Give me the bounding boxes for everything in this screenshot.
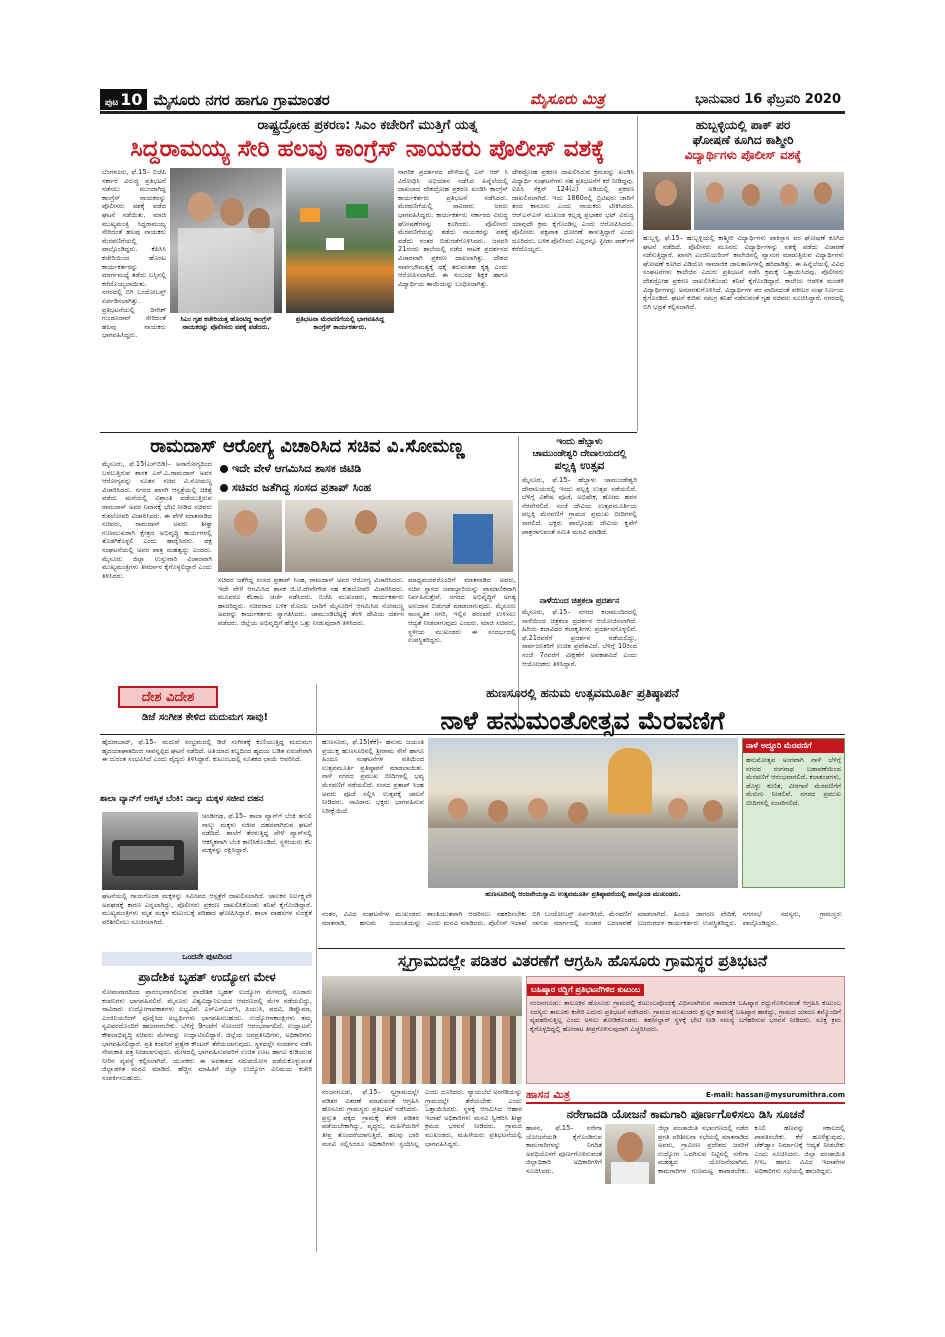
hassan-headline: ನರೇಗಾದಡಿ ಯೋಜನೆ ಕಾಮಗಾರಿ ಪೂರ್ಣಗೊಳಿಸಲು ಡಿಸಿ ಸೂಚನೆ xyxy=(566,1107,805,1121)
lead-photo-leaders-caption: ಸಿಎಂ ಗೃಹ ಕಚೇರಿಯತ್ತ ಹೊರಟಿದ್ದ ಕಾಂಗ್ರೆಸ್ ನಾಯಕರನ್ನು ಪೊಲೀಸರು ವಶಕ್ಕೆ ಪಡೆದರು. xyxy=(180,315,272,331)
divider xyxy=(100,432,637,433)
section-title: ಮೈಸೂರು ನಗರ ಹಾಗೂ ಗ್ರಾಮಾಂತರ xyxy=(153,90,330,109)
newspaper-logo: ಮೈಸೂರು ಮಿತ್ರ xyxy=(530,90,605,108)
newspaper-page xyxy=(100,88,845,1253)
hubballi-body: ಹುಬ್ಬಳ್ಳಿ, ಫೆ.15– ಹುಬ್ಬಳ್ಳಿಯಲ್ಲಿ ಕಾಶ್ಮೀರಿ ವಿದ್ಯಾರ್ಥಿಗಳು ಪಾಕಿಸ್ತಾನ ಪರ ಘೋಷಣೆ ಕೂಗಿದ ಘಟನೆ ನಡೆದಿದೆ. ಪೊಲೀಸರು ಮೂವರು ವಿದ್ಯಾರ್ಥಿಗಳನ್ನು ವಶಕ್ಕೆ ಪಡೆದು ವಿಚಾರಣೆ ನಡೆಸುತ್ತಿದ್ದಾರೆ. ಖಾಸಗಿ ಎಂಜಿನಿಯರಿಂಗ್ ಕಾಲೇಜಿನಲ್ಲಿ ವ್ಯಾಸಂಗ ಮಾಡುತ್ತಿರುವ ವಿದ್ಯಾರ್ಥಿಗಳು ಘೋಷಣೆ ಕೂಗಿದ ವಿಡಿಯೋ ಸಾಮಾಜಿಕ ಜಾಲತಾಣಗಳಲ್ಲಿ ಹರಿದಾಡಿತ್ತು. ಈ ಹಿನ್ನೆಲೆಯಲ್ಲಿ ವಿವಿಧ ಸಂಘಟನೆಗಳು ಕಾಲೇಜಿನ ಎದುರು ಪ್ರತಿಭಟನೆ ನಡೆಸಿ ಕ್ರಮಕ್ಕೆ ಒತ್ತಾಯಿಸಿದವು. ಪೊಲೀಸರು ದೇಶದ್ರೋಹ ಪ್ರಕರಣ ದಾಖಲಿಸಿಕೊಂಡು ತನಿಖೆ ಕೈಗೊಂಡಿದ್ದಾರೆ. ಕಾಲೇಜು ಆಡಳಿತ ಮಂಡಳಿ ವಿದ್ಯಾರ್ಥಿಗಳನ್ನು ಅಮಾನತುಗೊಳಿಸಿದೆ. ವಿದ್ಯಾರ್ಥಿಗಳ ಪರ ವಾದಿಸದಂತೆ ವಕೀಲರ ಸಂಘ ನಿರ್ಣಯ ಕೈಗೊಂಡಿದೆ. ಘಟನೆ ಕುರಿತು ಸಮಗ್ರ ತನಿಖೆ ನಡೆಸುವಂತೆ ಗೃಹ ಸಚಿವರು ಸೂಚಿಸಿದ್ದಾರೆ. ನಗರದಲ್ಲಿ ಬಿಗಿ ಭದ್ರತೆ ಕಲ್ಪಿಸಲಾಗಿದೆ. xyxy=(643,234,844,311)
hanuma-photo-caption: ಹುಣಸೂರಿನಲ್ಲಿ ಆಂಜನೇಯಸ್ವಾಮಿ ಉತ್ಸವಮೂರ್ತಿ ಪ್ರತಿಷ್ಠಾಪನೆಯಲ್ಲಿ ಪಾಲ್ಗೊಂಡ ಮುಖಂಡರು. xyxy=(485,890,681,898)
hanuma-box-title: ನಾಳೆ ಅದ್ದೂರಿ ಮೆರವಣಿಗೆ xyxy=(743,739,844,753)
hosuru-side-box xyxy=(526,976,845,1084)
divider xyxy=(318,948,845,949)
ramadas-headline: ರಾಮದಾಸ್ ಆರೋಗ್ಯ ವಿಚಾರಿಸಿದ ಸಚಿವ ವಿ.ಸೋಮಣ್ಣ xyxy=(150,436,465,457)
hubballi-photo-group xyxy=(694,172,844,230)
hassan-dc-photo xyxy=(605,1124,655,1184)
ramadas-body-col1: ಮೈಸೂರು, ಫೆ.15(ಎಸ್‌ಬಿಡಿ)– ಅನಾರೋಗ್ಯದಿಂದ ಬಳಲುತ್ತಿರುವ ಶಾಸಕ ಎಸ್.ಎ.ರಾಮದಾಸ್ ಅವರ ಆರೋಗ್ಯವನ್ನು ನೂತನ ಸಚಿವ ವಿ.ಸೋಮಣ್ಣ ವಿಚಾರಿಸಿದರು. ನಗರದ ಖಾಸಗಿ ಆಸ್ಪತ್ರೆಯಲ್ಲಿ ಚಿಕಿತ್ಸೆ ಪಡೆದು ಮನೆಯಲ್ಲಿ ವಿಶ್ರಾಂತಿ ಪಡೆಯುತ್ತಿರುವ ರಾಮದಾಸ್ ಅವರ ನಿವಾಸಕ್ಕೆ ಭೇಟಿ ನೀಡಿದ ಸಚಿವರು ಕುಶಲೋಪರಿ ವಿಚಾರಿಸಿದರು. ಈ ವೇಳೆ ಮಾತನಾಡಿದ ಸಚಿವರು, ರಾಮದಾಸ್ ಅವರು ಶೀಘ್ರ ಗುಣಮುಖರಾಗಿ ಕ್ಷೇತ್ರದ ಅಭಿವೃದ್ಧಿ ಕಾರ್ಯಗಳಲ್ಲಿ ತೊಡಗಿಕೊಳ್ಳಲಿ ಎಂದು ಹಾರೈಸಿದರು. ಪಕ್ಷ ಸಂಘಟನೆಯಲ್ಲಿ ಅವರ ಪಾತ್ರ ಮಹತ್ವದ್ದು ಎಂದರು. ಮೈಸೂರು ಜಿಲ್ಲಾ ಉಸ್ತುವಾರಿ ವಿಚಾರವಾಗಿ ಮುಖ್ಯಮಂತ್ರಿಗಳು ತೀರ್ಮಾನ ಕೈಗೊಳ್ಳಲಿದ್ದಾರೆ ಎಂದು ತಿಳಿಸಿದರು. xyxy=(102,460,212,580)
hassan-body-col1: ಹಾಸನ, ಫೆ.15– ನರೇಗಾ ಯೋಜನೆಯಡಿ ಕೈಗೊಂಡಿರುವ ಕಾಮಗಾರಿಗಳನ್ನು ನಿಗದಿತ ಅವಧಿಯೊಳಗೆ ಪೂರ್ಣಗೊಳಿಸುವಂತೆ ಜಿಲ್ಲಾಧಿಕಾರಿ ಅಧಿಕಾರಿಗಳಿಗೆ ಸೂಚಿಸಿದರು. xyxy=(526,1124,602,1175)
page-number-badge: ಪುಟ 10 xyxy=(100,89,147,110)
hosuru-box-body: ನಂಜನಗೂಡು: ತಾಲೂಕಿನ ಹೊಸೂರು ಗ್ರಾಮದಲ್ಲಿ ಕುಟುಂಬವೊಂದಕ್ಕೆ ವಿಧಿಸಲಾಗಿರುವ ಸಾಮಾಜಿಕ ಬಹಿಷ್ಕಾರ ರದ್ದುಗೊಳಿಸುವಂತೆ ಆಗ್ರಹಿಸಿ ಕುಟುಂಬ ಸದಸ್ಯರು ತಾಲೂಕು ಕಚೇರಿ ಎದುರು ಪ್ರತಿಭಟನೆ ನಡೆಸಿದರು. ಗ್ರಾಮದ ಮುಖಂಡರು ಕ್ಷುಲ್ಲಕ ಕಾರಣಕ್ಕೆ ಬಹಿಷ್ಕಾರ ಹಾಕಿದ್ದು, ಗ್ರಾಮದ ಯಾರೂ ತಮ್ಮೊಂದಿಗೆ ವ್ಯವಹರಿಸುತ್ತಿಲ್ಲ ಎಂದು ಅಳಲು ತೋಡಿಕೊಂಡರು. ತಹಸೀಲ್ದಾರ್ ಸ್ಥಳಕ್ಕೆ ಭೇಟಿ ನೀಡಿ ಸಮಸ್ಯೆ ಬಗೆಹರಿಸುವ ಭರವಸೆ ನೀಡಿದರು. ಸೂಕ್ತ ಕ್ರಮ ಕೈಗೊಳ್ಳದಿದ್ದಲ್ಲಿ ಹೋರಾಟ ತೀವ್ರಗೊಳಿಸುವುದಾಗಿ ಎಚ್ಚರಿಸಿದರು. xyxy=(530,999,841,1033)
ramadas-photo-main xyxy=(285,500,513,572)
ramadas-photo-left xyxy=(218,500,282,572)
ramadas-bullet-2: ಸಚಿವರ ಜತೆಗಿದ್ದ ಸಂಸದ ಪ್ರತಾಪ್ ಸಿಂಹ xyxy=(220,481,371,495)
job-fair-body: ಸೋಮವಾರದಿಂದ ಪ್ರಾರಂಭವಾಗಲಿರುವ ಪ್ರಾದೇಶಿಕ ಬೃಹತ್ ಉದ್ಯೋಗ ಮೇಳದಲ್ಲಿ ನೂರಾರು ಕಂಪನಿಗಳು ಭಾಗವಹಿಸಲಿವೆ. ಮೈಸೂರು ವಿಶ್ವವಿದ್ಯಾನಿಲಯದ ಆವರಣದಲ್ಲಿ ಮೇಳ ನಡೆಯಲಿದ್ದು, ಸಾವಿರಾರು ಉದ್ಯೋಗಾವಕಾಶಗಳು ಲಭ್ಯವಿವೆ. ಎಸ್‌ಎಸ್‌ಎಲ್‌ಸಿ, ಪಿಯುಸಿ, ಪದವಿ, ಡಿಪ್ಲೊಮಾ, ಎಂಜಿನಿಯರಿಂಗ್ ಪೂರೈಸಿದ ಅಭ್ಯರ್ಥಿಗಳು ಭಾಗವಹಿಸಬಹುದು. ಉದ್ಯೋಗಾಕಾಂಕ್ಷಿಗಳು ತಮ್ಮ ಸ್ವವಿವರದೊಂದಿಗೆ ಹಾಜರಾಗಬೇಕು. ಬೆಳಿಗ್ಗೆ 9ಗಂಟೆಗೆ ನೋಂದಣಿ ಆರಂಭವಾಗಲಿದೆ. ಉದ್ಘಾಟನೆ: ಕೌಶಲಾಭಿವೃದ್ಧಿ ಸಚಿವರು ಮೇಳವನ್ನು ಉದ್ಘಾಟಿಸಲಿದ್ದಾರೆ. ಜಿಲ್ಲೆಯ ಜನಪ್ರತಿನಿಧಿಗಳು, ಅಧಿಕಾರಿಗಳು ಭಾಗವಹಿಸಲಿದ್ದಾರೆ. ಪ್ರತಿ ಕಂಪನಿಗೆ ಪ್ರತ್ಯೇಕ ಕೌಂಟರ್ ತೆರೆಯಲಾಗುವುದು. ಸ್ಥಳದಲ್ಲೇ ಸಂದರ್ಶನ ನಡೆಸಿ ನೇಮಕಾತಿ ಪತ್ರ ನೀಡಲಾಗುವುದು. ಮೇಳದಲ್ಲಿ ಭಾಗವಹಿಸುವವರಿಗೆ ಉಚಿತ ಊಟ ಹಾಗೂ ಕುಡಿಯುವ ನೀರಿನ ವ್ಯವಸ್ಥೆ ಕಲ್ಪಿಸಲಾಗಿದೆ. ಯುವಕರು ಈ ಅವಕಾಶದ ಸದುಪಯೋಗ ಪಡೆದುಕೊಳ್ಳುವಂತೆ ಜಿಲ್ಲಾಡಳಿತ ಮನವಿ ಮಾಡಿದೆ. ಹೆಚ್ಚಿನ ಮಾಹಿತಿಗೆ ಜಿಲ್ಲಾ ಉದ್ಯೋಗ ವಿನಿಮಯ ಕಚೇರಿ ಸಂಪರ್ಕಿಸಬಹುದು. xyxy=(102,988,312,1082)
column-rule xyxy=(637,116,638,431)
desha-story-1-body: ಹೈದರಾಬಾದ್, ಫೆ.15– ಮದುವೆ ಸಂಭ್ರಮದಲ್ಲಿ ಡಿಜೆ ಸಂಗೀತಕ್ಕೆ ಕುಣಿಯುತ್ತಿದ್ದ ಮದುಮಗ ಹೃದಯಾಘಾತದಿಂದ ಸಾವನ್ನಪ್ಪಿದ ಘಟನೆ ನಡೆದಿದೆ. ಅತಿಯಾದ ಶಬ್ದದಿಂದ ಹೃದಯ ಬಡಿತ ಏರುಪೇರಾಗಿ ಈ ದುರಂತ ಸಂಭವಿಸಿದೆ ಎಂದು ವೈದ್ಯರು ತಿಳಿಸಿದ್ದಾರೆ. ಕುಟುಂಬದಲ್ಲಿ ಸೂತಕದ ಛಾಯೆ ಆವರಿಸಿದೆ. xyxy=(102,738,312,764)
issue-date: ಭಾನುವಾರ 16 ಫೆಬ್ರವರಿ 2020 xyxy=(695,92,841,107)
ramadas-body-col2: ಸಚಿವರ ಜತೆಗಿದ್ದ ಸಂಸದ ಪ್ರತಾಪ್ ಸಿಂಹ, ರಾಮದಾಸ್ ಅವರ ಆರೋಗ್ಯ ವಿಚಾರಿಸಿದರು. ಇದೇ ವೇಳೆ ಆಗಮಿಸಿದ ಶಾಸಕ ಜಿ.ಟಿ.ದೇವೇಗೌಡ ಸಹ ಕುಶಲೋಪರಿ ವಿಚಾರಿಸಿದರು. ಮೂವರೂ ಕೆಲಕಾಲ ಚರ್ಚೆ ನಡೆಸಿದರು. ಬಿಜೆಪಿ ಮುಖಂಡರು, ಕಾರ್ಯಕರ್ತರು ಹಾಜರಿದ್ದರು. ಸಚಿವರಾದ ಬಳಿಕ ಮೊದಲ ಬಾರಿಗೆ ಮೈಸೂರಿಗೆ ಆಗಮಿಸಿದ ಸೋಮಣ್ಣ ಅವರನ್ನು ಕಾರ್ಯಕರ್ತರು ಸ್ವಾಗತಿಸಿದರು. ಚಾಮುಂಡಿಬೆಟ್ಟಕ್ಕೆ ತೆರಳಿ ದೇವಿಯ ದರ್ಶನ ಪಡೆದರು. ಜಿಲ್ಲೆಯ ಅಭಿವೃದ್ಧಿಗೆ ಹೆಚ್ಚಿನ ಒತ್ತು ನೀಡುವುದಾಗಿ ತಿಳಿಸಿದರು. xyxy=(218,576,404,627)
lead-headline: ಸಿದ್ದರಾಮಯ್ಯ ಸೇರಿ ಹಲವು ಕಾಂಗ್ರೆಸ್ ನಾಯಕರು ಪೊಲೀಸ್ ವಶಕ್ಕೆ xyxy=(130,136,605,162)
hubballi-photo-left xyxy=(643,172,691,230)
hanuma-photo xyxy=(428,738,738,888)
van-fire-photo xyxy=(102,812,198,890)
hassan-body-col2: ಜಿಲ್ಲಾ ಪಂಚಾಯಿತಿ ಸಭಾಂಗಣದಲ್ಲಿ ನಡೆದ ಪ್ರಗತಿ ಪರಿಶೀಲನಾ ಸಭೆಯಲ್ಲಿ ಮಾತನಾಡಿದ ಅವರು, ಗ್ರಾಮೀಣ ಪ್ರದೇಶದ ಜನರಿಗೆ ಉದ್ಯೋಗ ಒದಗಿಸುವ ನಿಟ್ಟಿನಲ್ಲಿ ನರೇಗಾ ಮಹತ್ವದ ಯೋಜನೆಯಾಗಿದೆ. ಕಾಮಗಾರಿಗಳ ಗುಣಮಟ್ಟ ಕಾಪಾಡಬೇಕು. ಕೂಲಿ ಹಣವನ್ನು ಸಕಾಲದಲ್ಲಿ ಪಾವತಿಸಬೇಕು. ಕೆರೆ ಹೂಳೆತ್ತುವುದು, ಚೆಕ್‌ಡ್ಯಾಂ ನಿರ್ಮಾಣಕ್ಕೆ ಆದ್ಯತೆ ನೀಡಬೇಕು ಎಂದು ಸೂಚಿಸಿದರು. ಜಿಲ್ಲಾ ಪಂಚಾಯಿತಿ ಸಿಇಒ ಹಾಗೂ ವಿವಿಧ ಇಲಾಖೆಗಳ ಅಧಿಕಾರಿಗಳು ಸಭೆಯಲ್ಲಿ ಹಾಜರಿದ್ದರು. xyxy=(658,1124,845,1175)
bullet-icon xyxy=(220,465,228,473)
lead-kicker: ರಾಷ್ಟ್ರದ್ರೋಹ ಪ್ರಕರಣ: ಸಿಎಂ ಕಚೇರಿಗೆ ಮುತ್ತಿಗೆ ಯತ್ನ xyxy=(257,118,478,133)
ramadas-body-col3: ಮಾಧ್ಯಮದವರೊಂದಿಗೆ ಮಾತನಾಡಿದ ಅವರು, ಸಚಿವ ಸ್ಥಾನದ ಜವಾಬ್ದಾರಿಯನ್ನು ಪ್ರಾಮಾಣಿಕವಾಗಿ ನಿರ್ವಹಿಸುತ್ತೇನೆ. ನಗರದ ಅಭಿವೃದ್ಧಿಗೆ ಅಗತ್ಯ ಅನುದಾನ ಬಿಡುಗಡೆ ಮಾಡಲಾಗುವುದು. ಮೈಸೂರು ಸಾಂಸ್ಕೃತಿಕ ನಗರಿ, ಇಲ್ಲಿನ ಪರಂಪರೆ ಉಳಿಸಲು ಆದ್ಯತೆ ನೀಡಲಾಗುವುದು ಎಂದರು. ಮಾಜಿ ಸಚಿವರು, ಸ್ಥಳೀಯ ಮುಖಂಡರು ಈ ಸಂದರ್ಭದಲ್ಲಿ ಉಪಸ್ಥಿತರಿದ್ದರು. xyxy=(408,576,516,645)
hassan-title: ಹಾಸನ ಮಿತ್ರ xyxy=(526,1088,571,1101)
hubballi-headline: ಹುಬ್ಬಳ್ಳಿಯಲ್ಲಿ ಪಾಕ್ ಪರ ಘೋಷಣೆ ಕೂಗಿದ ಕಾಶ್ಮೀರಿ ವಿದ್ಯಾರ್ಥಿಗಳು ಪೊಲೀಸ್ ವಶಕ್ಕೆ xyxy=(684,118,802,162)
hanuma-box-body: ಹನುಮೋತ್ಸವ ಅಂಗವಾಗಿ ನಾಳೆ ಬೆಳಿಗ್ಗೆ ನಗರದ ರಂಗನಾಥ ಬಡಾವಣೆಯಿಂದ ಮೆರವಣಿಗೆ ಆರಂಭವಾಗಲಿದೆ. ಕಲಾತಂಡಗಳು, ಡೊಳ್ಳು ಕುಣಿತ, ವೀರಗಾಸೆ ಮೆರವಣಿಗೆಗೆ ಮೆರುಗು ನೀಡಲಿವೆ. ನಗರದ ಪ್ರಮುಖ ಬೀದಿಗಳಲ್ಲಿ ಸಂಚರಿಸಲಿದೆ. xyxy=(746,756,841,807)
lead-photo-crowd xyxy=(286,168,394,313)
lead-photo-crowd-caption: ಪ್ರತಿಭಟನಾ ಮೆರವಣಿಗೆಯಲ್ಲಿ ಭಾಗವಹಿಸಿದ್ದ ಕಾಂಗ್ರೆಸ್ ಕಾರ್ಯಕರ್ತರು. xyxy=(295,315,385,331)
hosuru-headline: ಸ್ವಗ್ರಾಮದಲ್ಲೇ ಪಡಿತರ ವಿತರಣೆಗೆ ಆಗ್ರಹಿಸಿ ಹೊಸೂರು ಗ್ರಾಮಸ್ಥರ ಪ್ರತಿಭಟನೆ xyxy=(397,952,768,970)
masthead xyxy=(100,88,845,114)
column-rule xyxy=(316,684,317,1252)
hanuma-side-box xyxy=(742,738,845,888)
hanuma-body-bottom: ನಂತರ, ವಿವಿಧ ಸಂಘಟನೆಗಳ ಮುಖಂಡರು ಮಾತನಾಡಿ, ಹನುಮ ಜಯಂತಿಯನ್ನು ಶಾಂತಿಯುತವಾಗಿ ಆಚರಿಸಲು ಸಹಕರಿಸಬೇಕು ಎಂದು ಮನವಿ ಮಾಡಿದರು. ಪೊಲೀಸ್ ಇಲಾಖೆ ಬಿಗಿ ಬಂದೋಬಸ್ತ್ ಏರ್ಪಡಿಸಿದೆ. ಮೆರವಣಿಗೆ ಸಾಗುವ ಮಾರ್ಗದಲ್ಲಿ ಸಂಚಾರ ಬದಲಾವಣೆ ಮಾಡಲಾಗಿದೆ. ಹಿಂದೂ ಜಾಗರಣ ವೇದಿಕೆ, ಬಜರಂಗದಳ ಕಾರ್ಯಕರ್ತರು ಉಪಸ್ಥಿತರಿದ್ದರು. ನಗರಸಭೆ ಸದಸ್ಯರು, ಗ್ರಾಮಸ್ಥರು ಪಾಲ್ಗೊಂಡಿದ್ದರು. xyxy=(322,910,842,927)
lead-photo-leaders xyxy=(170,168,282,313)
hosuru-body: ನಂಜನಗೂಡು, ಫೆ.15– ಸ್ವಗ್ರಾಮದಲ್ಲೇ ಪಡಿತರ ವಿತರಣೆ ಮಾಡುವಂತೆ ಆಗ್ರಹಿಸಿ ಹೊಸೂರು ಗ್ರಾಮಸ್ಥರು ಪ್ರತಿಭಟನೆ ನಡೆಸಿದರು. ಪ್ರಸ್ತುತ ಪಕ್ಕದ ಗ್ರಾಮಕ್ಕೆ ತೆರಳಿ ಪಡಿತರ ಪಡೆಯಬೇಕಾಗಿದ್ದು, ವೃದ್ಧರು, ಮಹಿಳೆಯರಿಗೆ ತೀವ್ರ ತೊಂದರೆಯಾಗುತ್ತಿದೆ. ಹಲವು ಬಾರಿ ಮನವಿ ಸಲ್ಲಿಸಿದರೂ ಅಧಿಕಾರಿಗಳು ಸ್ಪಂದಿಸಿಲ್ಲ ಎಂದು ದೂರಿದರು. ನ್ಯಾಯಬೆಲೆ ಅಂಗಡಿಯನ್ನು ಗ್ರಾಮದಲ್ಲೇ ತೆರೆಯಬೇಕು ಎಂದು ಒತ್ತಾಯಿಸಿದರು. ಸ್ಥಳಕ್ಕೆ ಆಗಮಿಸಿದ ಆಹಾರ ಇಲಾಖೆ ಅಧಿಕಾರಿಗಳು ಮನವಿ ಸ್ವೀಕರಿಸಿ ಶೀಘ್ರ ಕ್ರಮದ ಭರವಸೆ ನೀಡಿದರು. ಗ್ರಾಮದ ಮುಖಂಡರು, ಮಹಿಳೆಯರು ಪ್ರತಿಭಟನೆಯಲ್ಲಿ ಭಾಗವಹಿಸಿದ್ದರು. xyxy=(322,1088,522,1148)
hanuma-kicker: ಹುಣಸೂರಲ್ಲಿ ಹನುಮ ಉತ್ಸವಮೂರ್ತಿ ಪ್ರತಿಷ್ಠಾಪನೆ xyxy=(486,686,679,700)
desha-story-2-headline: ಶಾಲಾ ವ್ಯಾನ್‌ಗೆ ಆಕಸ್ಮಿಕ ಬೆಂಕಿ: ನಾಲ್ಕು ಮಕ್ಕಳ ಸಜೀವ ದಹನ xyxy=(100,794,264,804)
lead-body-col1: ಬೆಂಗಳೂರು, ಫೆ.15– ಬಿಜೆಪಿ ಸರ್ಕಾರ ವಿರುದ್ಧ ಪ್ರತಿಭಟನೆ ನಡೆಸಲು ಮುಂದಾಗಿದ್ದ ಕಾಂಗ್ರೆಸ್ ನಾಯಕರನ್ನು ಪೊಲೀಸರು ವಶಕ್ಕೆ ಪಡೆದ ಘಟನೆ ನಡೆಯಿತು. ಮಾಜಿ ಮುಖ್ಯಮಂತ್ರಿ ಸಿದ್ದರಾಮಯ್ಯ ಸೇರಿದಂತೆ ಹಲವು ನಾಯಕರು ಮೆರವಣಿಗೆಯಲ್ಲಿ ಪಾಲ್ಗೊಂಡಿದ್ದರು. ಕೆಪಿಸಿಸಿ ಕಚೇರಿಯಿಂದ ಹೊರಟ ಕಾರ್ಯಕರ್ತರನ್ನು ಮಾರ್ಗಮಧ್ಯೆ ತಡೆದು ಬಸ್ಸಿನಲ್ಲಿ ಕರೆದೊಯ್ಯಲಾಯಿತು. ನಗರದಲ್ಲಿ ಬಿಗಿ ಬಂದೋಬಸ್ತ್ ಏರ್ಪಡಿಸಲಾಗಿತ್ತು. ಪ್ರತಿಭಟನೆಯಲ್ಲಿ ದಿನೇಶ್ ಗುಂಡೂರಾವ್ ಸೇರಿದಂತೆ ಹಲವು ನಾಯಕರು ಭಾಗವಹಿಸಿದ್ದರು. xyxy=(102,168,166,340)
hosuru-box-title: ಬಹಿಷ್ಕಾರ ರದ್ದಿಗೆ ಪ್ರತಿಭಟನೆಗಿಳಿದ ಕುಟುಂಬ xyxy=(527,984,644,996)
hanuma-body-col1: ಹುಣಸೂರು, ಫೆ.15(ಕೆಕೆ)– ಹನುಮ ಜಯಂತಿ ಪ್ರಯುಕ್ತ ಹುಣಸೂರಿನಲ್ಲಿ ಶ್ರೀರಾಮ ಸೇನೆ ಹಾಗೂ ಹಿಂದೂ ಸಂಘಟನೆಗಳ ವತಿಯಿಂದ ಉತ್ಸವಮೂರ್ತಿ ಪ್ರತಿಷ್ಠಾಪನೆ ಮಾಡಲಾಯಿತು. ನಾಳೆ ನಗರದ ಪ್ರಮುಖ ಬೀದಿಗಳಲ್ಲಿ ಭವ್ಯ ಮೆರವಣಿಗೆ ನಡೆಯಲಿದೆ. ಸಂಸದ ಪ್ರತಾಪ್ ಸಿಂಹ ಅವರು ಪೂಜೆ ಸಲ್ಲಿಸಿ ಉತ್ಸವಕ್ಕೆ ಚಾಲನೆ ನೀಡಿದರು. ಸಾವಿರಾರು ಭಕ್ತರು ಭಾಗವಹಿಸುವ ನಿರೀಕ್ಷೆಯಿದೆ. xyxy=(322,738,424,815)
hosuru-protest-photo xyxy=(322,976,522,1084)
festival-headline: ಇಂದು ಹೆಬ್ಬಾಳು ಚಾಮುಂಡೇಶ್ವರಿ ದೇವಾಲಯದಲ್ಲಿ ಪಲ್ಲಕ್ಕಿ ಉತ್ಸವ xyxy=(532,437,627,472)
festival-body: ಮೈಸೂರು, ಫೆ.15– ಹೆಬ್ಬಾಳು ಚಾಮುಂಡೇಶ್ವರಿ ದೇವಾಲಯದಲ್ಲಿ ಇಂದು ಪಲ್ಲಕ್ಕಿ ಉತ್ಸವ ನಡೆಯಲಿದೆ. ಬೆಳಿಗ್ಗೆ ವಿಶೇಷ ಪೂಜೆ, ಅಭಿಷೇಕ, ಹೋಮ ಹವನ ನೆರವೇರಲಿದೆ. ಸಂಜೆ ದೇವಿಯ ಉತ್ಸವಮೂರ್ತಿಯ ಪಲ್ಲಕ್ಕಿ ಮೆರವಣಿಗೆ ಗ್ರಾಮದ ಪ್ರಮುಖ ಬೀದಿಗಳಲ್ಲಿ ಸಾಗಲಿದೆ. ಭಕ್ತರು ಪಾಲ್ಗೊಂಡು ದೇವಿಯ ಕೃಪೆಗೆ ಪಾತ್ರರಾಗುವಂತೆ ಸಮಿತಿ ಮನವಿ ಮಾಡಿದೆ. xyxy=(522,476,637,536)
desha-story-2-body: ಚಂಡೀಗಢ, ಫೆ.15– ಶಾಲಾ ವ್ಯಾನ್‌ಗೆ ಬೆಂಕಿ ತಗುಲಿ ನಾಲ್ಕು ಮಕ್ಕಳು ಸಜೀವ ದಹನವಾಗಿರುವ ಘಟನೆ ನಡೆದಿದೆ. ಶಾಲೆಗೆ ತೆರಳುತ್ತಿದ್ದ ವೇಳೆ ವ್ಯಾನ್‌ನಲ್ಲಿ ಆಕಸ್ಮಿಕವಾಗಿ ಬೆಂಕಿ ಕಾಣಿಸಿಕೊಂಡಿದೆ. ಸ್ಥಳೀಯರು ಕೆಲ ಮಕ್ಕಳನ್ನು ರಕ್ಷಿಸಿದ್ದಾರೆ. xyxy=(202,812,312,855)
lead-body-col2: ನಾಗರಿಕ ಪ್ರದರ್ಶನದ ವೇಳೆಯಲ್ಲಿ ಎನ್ ಆರ್ ಸಿ ವಿರೋಧಿಸಿ ಅಭಿಯಾನ ನಡೆಸಿದ ಹಿನ್ನೆಲೆಯಲ್ಲಿ ದಾಖಲಾದ ದೇಶದ್ರೋಹ ಪ್ರಕರಣ ಖಂಡಿಸಿ ಕಾಂಗ್ರೆಸ್ ಕಾರ್ಯಕರ್ತರು ಪ್ರತಿಭಟನೆ ನಡೆಸಿದರು. ಮೆರವಣಿಗೆಯಲ್ಲಿ ಸಾವಿರಾರು ಜನರು ಭಾಗವಹಿಸಿದ್ದರು. ಕಾರ್ಯಕರ್ತರು ಸರ್ಕಾರದ ವಿರುದ್ಧ ಘೋಷಣೆಗಳನ್ನು ಕೂಗಿದರು. ಪೊಲೀಸರು ಮೆರವಣಿಗೆಯನ್ನು ತಡೆದು ನಾಯಕರನ್ನು ವಶಕ್ಕೆ ಪಡೆದು ನಂತರ ಬಿಡುಗಡೆಗೊಳಿಸಿದರು. ಜನವರಿ 21ರಂದು ಶಾಲೆಯಲ್ಲಿ ನಡೆದ ನಾಟಕ ಪ್ರದರ್ಶನದ ವಿಚಾರವಾಗಿ ಪ್ರಕರಣ ದಾಖಲಾಗಿತ್ತು. ದೇಶದ ಸಾರ್ವಭೌಮತ್ವಕ್ಕೆ ಧಕ್ಕೆ ತರುವಂತಹ ಕೃತ್ಯ ಎಂದು ಆರೋಪಿಸಲಾಗಿದೆ. ಈ ಸಂಬಂಧ ಶಿಕ್ಷಕಿ ಹಾಗೂ ವಿದ್ಯಾರ್ಥಿಯ ತಾಯಿಯನ್ನು ಬಂಧಿಸಲಾಗಿತ್ತು. xyxy=(398,168,508,288)
festival-subhead: ನಾಳೆಯಿಂದ ಚಿತ್ರಕಲಾ ಪ್ರದರ್ಶನ xyxy=(539,596,620,605)
job-fair-headline: ಪ್ರಾದೇಶಿಕ ಬೃಹತ್ ಉದ್ಯೋಗ ಮೇಳ xyxy=(138,970,276,984)
desha-story-1-headline: ಡಿಜೆ ಸಂಗೀತ ಕೇಳಿದ ಮದುಮಗ ಸಾವು! xyxy=(141,712,269,723)
desha-videsha-title: ದೇಶ ವಿದೇಶ xyxy=(118,686,218,708)
festival-body-2: ಮೈಸೂರು, ಫೆ.15– ನಗರದ ಕಲಾಮಂದಿರದಲ್ಲಿ ನಾಳೆಯಿಂದ ಚಿತ್ರಕಲಾ ಪ್ರದರ್ಶನ ಆಯೋಜಿಸಲಾಗಿದೆ. ಹಿರಿಯ ಕಲಾವಿದರ ಕಲಾಕೃತಿಗಳು ಪ್ರದರ್ಶನಗೊಳ್ಳಲಿವೆ. ಫೆ.21ರವರೆಗೆ ಪ್ರದರ್ಶನ ನಡೆಯಲಿದ್ದು, ಸಾರ್ವಜನಿಕರಿಗೆ ಉಚಿತ ಪ್ರವೇಶವಿದೆ. ಬೆಳಿಗ್ಗೆ 10ರಿಂದ ಸಂಜೆ 7ರವರೆಗೆ ವೀಕ್ಷಣೆಗೆ ಅವಕಾಶವಿದೆ ಎಂದು ಆಯೋಜಕರು ತಿಳಿಸಿದ್ದಾರೆ. xyxy=(522,608,637,668)
continued-label: ಒಂದನೇ ಪುಟದಿಂದ xyxy=(102,952,312,966)
hanuma-headline: ನಾಳೆ ಹನುಮಂತೋತ್ಸವ ಮೆರವಣಿಗೆ xyxy=(440,706,725,735)
hassan-header xyxy=(526,1088,845,1104)
desha-story-2-body-cont: ಘಟನೆಯಲ್ಲಿ ಗಾಯಗೊಂಡ ಮಕ್ಕಳನ್ನು ಸಮೀಪದ ಆಸ್ಪತ್ರೆಗೆ ದಾಖಲಿಸಲಾಗಿದೆ. ಚಾಲಕನ ನಿರ್ಲಕ್ಷ್ಯವೇ ಅವಘಡಕ್ಕೆ ಕಾರಣ ಎನ್ನಲಾಗಿದ್ದು, ಪೊಲೀಸರು ಪ್ರಕರಣ ದಾಖಲಿಸಿಕೊಂಡು ತನಿಖೆ ಕೈಗೊಂಡಿದ್ದಾರೆ. ಮುಖ್ಯಮಂತ್ರಿಗಳು ಮೃತ ಮಕ್ಕಳ ಕುಟುಂಬಕ್ಕೆ ಪರಿಹಾರ ಘೋಷಿಸಿದ್ದಾರೆ. ಶಾಲಾ ವಾಹನಗಳ ಸುರಕ್ಷತೆ ಪರಿಶೀಲಿಸಲು ಸೂಚಿಸಲಾಗಿದೆ. xyxy=(102,892,312,926)
ramadas-bullet-1: ಇದೇ ವೇಳೆ ಆಗಮಿಸಿದ ಶಾಸಕ ಜಿಟಿಡಿ xyxy=(220,462,361,476)
hassan-email: E-mail: hassan@mysurumithra.com xyxy=(705,1091,845,1099)
bullet-icon xyxy=(220,484,228,492)
lead-body-col3: ದೇಶದ್ರೋಹ ಪ್ರಕರಣ ದಾಖಲಿಸಿರುವ ಕ್ರಮವನ್ನು ಖಂಡಿಸಿ ವಿದ್ಯಾರ್ಥಿ ಸಂಘಟನೆಗಳು ಸಹ ಪ್ರತಿಭಟನೆಗೆ ಕರೆ ನೀಡಿದ್ದವು. ಐಪಿಸಿ ಸೆಕ್ಷನ್ 124(ಎ) ಅಡಿಯಲ್ಲಿ ಪ್ರಕರಣ ದಾಖಲಿಸಲಾಗಿದೆ. ಇದು 1860ರಲ್ಲಿ ಬ್ರಿಟಿಷರು ಜಾರಿಗೆ ತಂದ ಕಾನೂನು ಎಂದು ನಾಯಕರು ಟೀಕಿಸಿದರು. ಆರ್‌ಎಸ್‌ಎಸ್ ಮುಖಂಡ ಕಲ್ಲಡ್ಕ ಪ್ರಭಾಕರ ಭಟ್ ವಿರುದ್ಧ ಯಾವುದೇ ಕ್ರಮ ಕೈಗೊಂಡಿಲ್ಲ ಎಂದು ಆರೋಪಿಸಿದರು. ಪೊಲೀಸರು ಪಕ್ಷಪಾತ ಧೋರಣೆ ತಾಳುತ್ತಿದ್ದಾರೆ ಎಂದು ದೂರಿದರು. ಬಳಿಕ ಪೊಲೀಸರು ಎಲ್ಲರನ್ನೂ ಫ್ರೀಡಂ ಪಾರ್ಕ್‌ಗೆ ಕರೆದೊಯ್ದರು. xyxy=(512,168,634,254)
